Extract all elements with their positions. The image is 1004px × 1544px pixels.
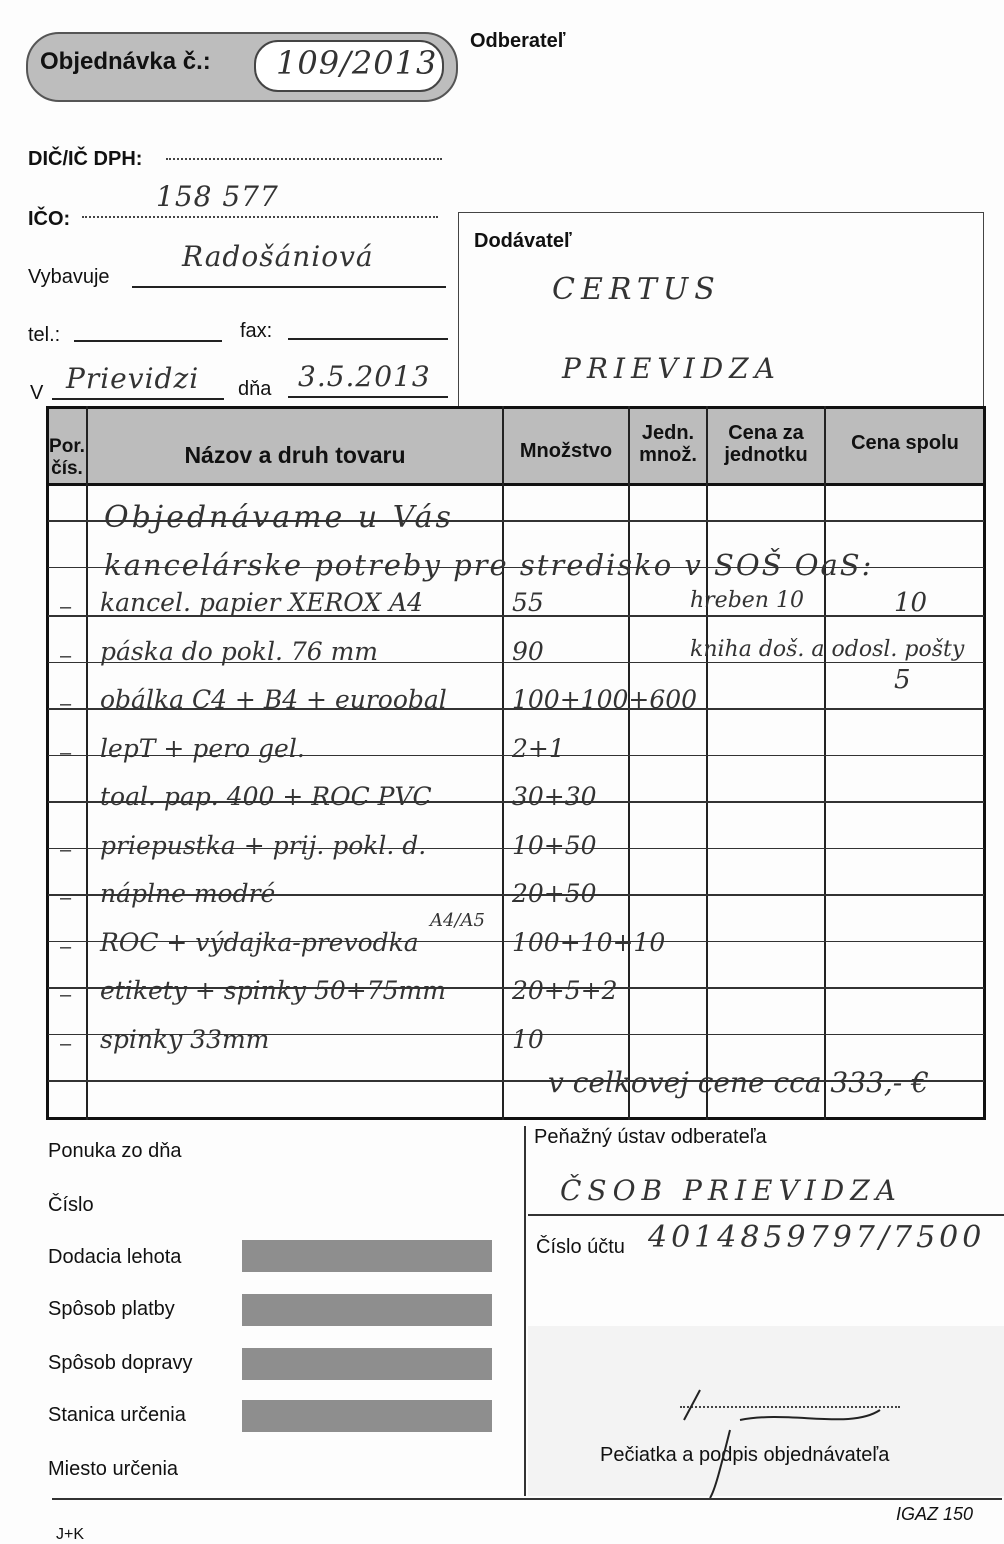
item-quantity: 100+100+600 — [512, 685, 698, 714]
item-quantity: 2+1 — [512, 733, 565, 763]
item-quantity: 55 — [512, 588, 544, 617]
transport-label: Spôsob dopravy — [48, 1352, 193, 1374]
item-name: páska do pokl. 76 mm — [100, 636, 379, 666]
row-number: – — [60, 1032, 72, 1055]
item-note: A4/A5 — [430, 909, 485, 931]
form-code: IGAZ 150 — [896, 1504, 974, 1524]
handled-by-value: Radošániová — [182, 240, 374, 273]
item-name: ROC + výdajka-prevodka — [100, 927, 419, 957]
handled-by-line — [132, 286, 446, 288]
bottom-divider — [524, 1126, 526, 1496]
bank-value: ČSOB PRIEVIDZA — [560, 1174, 902, 1207]
intro-line-1: Objednávame u Vás — [104, 500, 454, 535]
item-extra-note: hreben 10 — [690, 588, 804, 613]
date-value: 3.5.2013 — [298, 360, 431, 393]
intro-line-2: kancelárske potreby pre stredisko v SOŠ OaS: — [104, 548, 874, 582]
bank-label: Peňažný ústav odberateľa — [534, 1126, 767, 1148]
row-number: – — [60, 693, 72, 715]
row-number: – — [60, 935, 72, 958]
header-nazov: Názov a druh tovaru — [184, 442, 406, 468]
item-name: toal. pap. 400 + ROC PVC — [100, 782, 432, 811]
item-quantity: 100+10+10 — [512, 927, 666, 957]
signature-label: Pečiatka a podpis objednávateľa — [600, 1444, 890, 1466]
header-por: Por. čís. — [49, 436, 85, 479]
dic-field-line — [166, 158, 442, 160]
ico-field-line — [82, 216, 438, 218]
row-number: – — [60, 984, 72, 1006]
handled-by-label: Vybavuje — [28, 266, 110, 288]
item-quantity: 30+30 — [512, 782, 597, 811]
account-label: Číslo účtu — [536, 1236, 625, 1258]
place-label: V — [30, 382, 44, 404]
col-divider — [502, 406, 504, 1120]
place-line — [52, 398, 224, 400]
header-jedn: Jedn. množ. — [639, 422, 697, 466]
header-cena-jedn: Cena za jednotku — [724, 422, 808, 466]
bank-line — [528, 1214, 1004, 1216]
item-name: kancel. papier XEROX A4 — [100, 588, 424, 617]
col-divider — [628, 406, 630, 1120]
item-extra-value: 10 — [894, 588, 928, 618]
tel-label: tel.: — [28, 324, 61, 346]
item-extra-note: kniha doš. a odosl. pošty — [690, 636, 965, 662]
item-extra-value: 5 — [894, 664, 911, 695]
station-label: Stanica určenia — [48, 1404, 186, 1426]
ico-label: IČO: — [28, 208, 71, 230]
delivery-field[interactable] — [242, 1240, 492, 1272]
item-quantity: 10 — [512, 1024, 544, 1054]
col-divider — [86, 406, 88, 1120]
account-value: 4014859797/7500 — [648, 1220, 986, 1255]
supplier-label: Dodávateľ — [474, 230, 572, 252]
footer-line — [52, 1498, 1002, 1500]
total-note: v celkovej cene cca 333,- € — [548, 1066, 929, 1099]
col-divider — [706, 406, 708, 1120]
number-label: Číslo — [48, 1194, 94, 1216]
payment-field[interactable] — [242, 1294, 492, 1326]
item-name: náplne modré — [100, 879, 276, 908]
item-quantity: 20+5+2 — [512, 976, 618, 1005]
tel-line — [74, 340, 222, 342]
fax-label: fax: — [240, 320, 273, 342]
header-mnozstvo: Množstvo — [519, 440, 613, 462]
item-name: etikety + spinky 50+75mm — [100, 976, 446, 1005]
row-number: – — [60, 741, 72, 764]
row-number: – — [60, 790, 72, 812]
row-number: – — [60, 644, 72, 667]
item-quantity: 90 — [512, 636, 544, 666]
item-name: lepT + pero gel. — [100, 733, 305, 763]
order-number-value: 109/2013 — [276, 44, 438, 82]
header-cena-spolu: Cena spolu — [851, 432, 959, 454]
supplier-name: CERTUS — [552, 272, 721, 307]
delivery-label: Dodacia lehota — [48, 1246, 182, 1268]
row-number: – — [60, 838, 72, 861]
supplier-city: PRIEVIDZA — [562, 352, 781, 385]
fax-line — [288, 338, 448, 340]
item-name: spinky 33mm — [100, 1024, 270, 1054]
row-number: – — [60, 596, 72, 618]
date-line — [288, 396, 448, 398]
item-quantity: 10+50 — [512, 830, 597, 860]
offer-date-label: Ponuka zo dňa — [48, 1140, 182, 1162]
payment-label: Spôsob platby — [48, 1298, 175, 1320]
place-value: Prievidzi — [66, 362, 200, 395]
station-field[interactable] — [242, 1400, 492, 1432]
col-divider — [824, 406, 826, 1120]
item-name: priepustka + prij. pokl. d. — [100, 830, 427, 860]
transport-field[interactable] — [242, 1348, 492, 1380]
footer-mark: J+K — [56, 1526, 85, 1543]
order-number-label: Objednávka č.: — [40, 48, 211, 75]
dic-label: DIČ/IČ DPH: — [28, 148, 143, 170]
date-label: dňa — [238, 378, 272, 400]
row-number: – — [60, 887, 72, 909]
destination-label: Miesto určenia — [48, 1458, 179, 1480]
customer-label: Odberateľ — [470, 30, 566, 52]
item-name: obálka C4 + B4 + euroobal — [100, 685, 447, 714]
item-quantity: 20+50 — [512, 879, 597, 908]
signature-scribble — [670, 1350, 910, 1500]
ico-value: 158 577 — [156, 180, 279, 213]
